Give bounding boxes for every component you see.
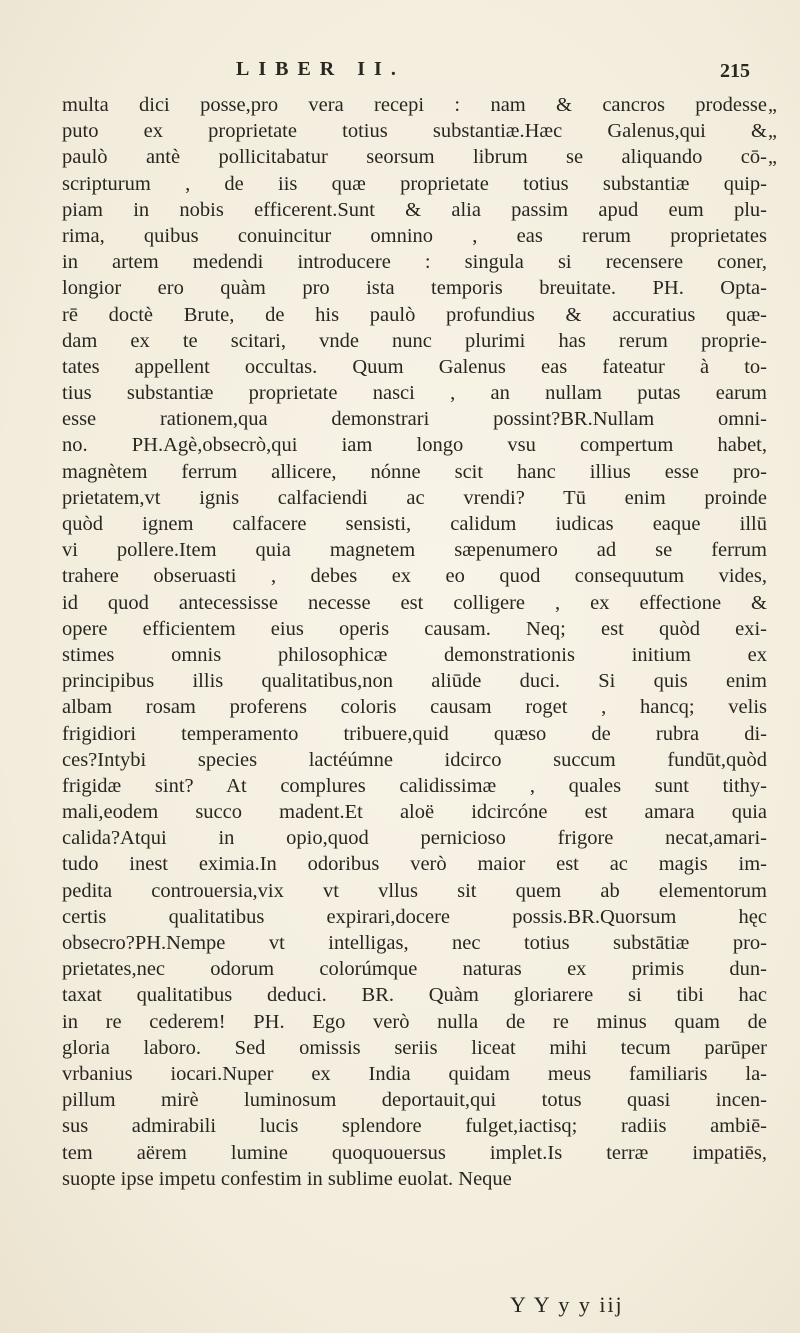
margin-mark: „ bbox=[768, 120, 777, 143]
text-line: in artem medendi introducere : singula si recensere coner, bbox=[62, 251, 767, 274]
text-line: tudo inest eximia.In odoribus verò maior est ac magis im- bbox=[62, 853, 767, 876]
text-line: magnètem ferrum allicere, nónne scit hanc illius esse pro- bbox=[62, 460, 767, 483]
text-line: pedita controuersia,vix vt vllus sit quem ab elementorum bbox=[62, 879, 767, 902]
text-line: calida?Atqui in opio,quod pernicioso frigore necat,amari- bbox=[62, 827, 767, 850]
text-line: suopte ipse impetu confestim in sublime euolat. Neque bbox=[62, 1167, 512, 1190]
text-line: in re cederem! PH. Ego verò nulla de re minus quam de bbox=[62, 1010, 767, 1033]
text-line: longior ero quàm pro ista temporis breuitate. PH. Opta- bbox=[62, 277, 767, 300]
text-line: scripturum , de iis quæ proprietate totius substantiæ quip- bbox=[62, 172, 767, 195]
page-header bbox=[150, 58, 770, 88]
text-line: taxat qualitatibus deduci. BR. Quàm gloriarere si tibi hac bbox=[62, 984, 767, 1007]
text-line: frigidiori temperamento tribuere,quid quæso de rubra di- bbox=[62, 722, 767, 745]
text-line: rima, quibus conuincitur omnino , eas rerum proprietates bbox=[62, 224, 767, 247]
text-line: id quod antecessisse necesse est colligere , ex effectione & bbox=[62, 591, 767, 614]
text-line: pillum mirè luminosum deportauit,qui totus quasi incen- bbox=[62, 1089, 767, 1112]
text-line: albam rosam proferens coloris causam roget , hancq; velis bbox=[62, 696, 767, 719]
text-line: sus admirabili lucis splendore fulget,iactisq; radiis ambiē- bbox=[62, 1115, 767, 1138]
text-line: stimes omnis philosophicæ demonstrationis initium ex bbox=[62, 643, 767, 666]
text-line: puto ex proprietate totius substantiæ.Hæc Galenus,qui & bbox=[62, 120, 767, 143]
page-number: 215 bbox=[720, 60, 750, 82]
text-line: trahere obseruasti , debes ex eo quod consequutum vides, bbox=[62, 565, 767, 588]
text-line: rē doctè Brute, de his paulò profundius & accuratius quæ- bbox=[62, 303, 767, 326]
margin-mark: „ bbox=[768, 146, 777, 169]
text-line: tem aërem lumine quoquouersus implet.Is terræ impatiēs, bbox=[62, 1141, 767, 1164]
margin-mark: „ bbox=[768, 94, 777, 116]
text-line: frigidæ sint? At complures calidissimæ , quales sunt tithy- bbox=[62, 774, 767, 797]
text-line: vi pollere.Item quia magnetem sæpenumero ad se ferrum bbox=[62, 539, 767, 562]
signature-mark: Y Y y y iij bbox=[510, 1292, 624, 1317]
running-head: LIBER II. bbox=[236, 58, 405, 80]
text-line: gloria laboro. Sed omissis seriis liceat mihi tecum parūper bbox=[62, 1036, 767, 1059]
text-line: mali,eodem succo madent.Et aloë idcircóne est amara quia bbox=[62, 801, 767, 824]
text-line: principibus illis qualitatibus,non aliūde duci. Si quis enim bbox=[62, 670, 767, 693]
text-line: tates appellent occultas. Quum Galenus eas fateatur à to- bbox=[62, 355, 767, 378]
margin-quotation-marks bbox=[768, 92, 796, 171]
text-line: vrbanius iocari.Nuper ex India quidam meus familiaris la- bbox=[62, 1062, 767, 1085]
body-text bbox=[62, 92, 767, 1192]
text-line: dam ex te scitari, vnde nunc plurimi has rerum proprie- bbox=[62, 329, 767, 352]
text-line: tius substantiæ proprietate nasci , an nullam putas earum bbox=[62, 382, 767, 405]
text-line: obsecro?PH.Nempe vt intelligas, nec totius substātiæ pro- bbox=[62, 932, 767, 954]
text-line: piam in nobis efficerent.Sunt & alia passim apud eum plu- bbox=[62, 198, 767, 221]
text-line: ces?Intybi species lactéúmne idcirco succum fundūt,quòd bbox=[62, 748, 767, 771]
text-line: certis qualitatibus expirari,docere possis.BR.Quorsum hęc bbox=[62, 905, 767, 928]
text-line: quòd ignem calfacere sensisti, calidum iudicas eaque illū bbox=[62, 513, 767, 535]
text-line: multa dici posse,pro vera recepi : nam & cancros prodesse bbox=[62, 94, 767, 116]
text-line: paulò antè pollicitabatur seorsum librum se aliquando cō- bbox=[62, 146, 767, 169]
text-line: opere efficientem eius operis causam. Neq; est quòd exi- bbox=[62, 617, 767, 640]
text-line: esse rationem,qua demonstrari possint?BR.Nullam omni- bbox=[62, 408, 767, 431]
text-line: no. PH.Agè,obsecrò,qui iam longo vsu compertum habet, bbox=[62, 434, 767, 457]
text-line: prietates,nec odorum colorúmque naturas ex primis dun- bbox=[62, 958, 767, 981]
text-line: prietatem,vt ignis calfaciendi ac vrendi? Tū enim proinde bbox=[62, 486, 767, 509]
